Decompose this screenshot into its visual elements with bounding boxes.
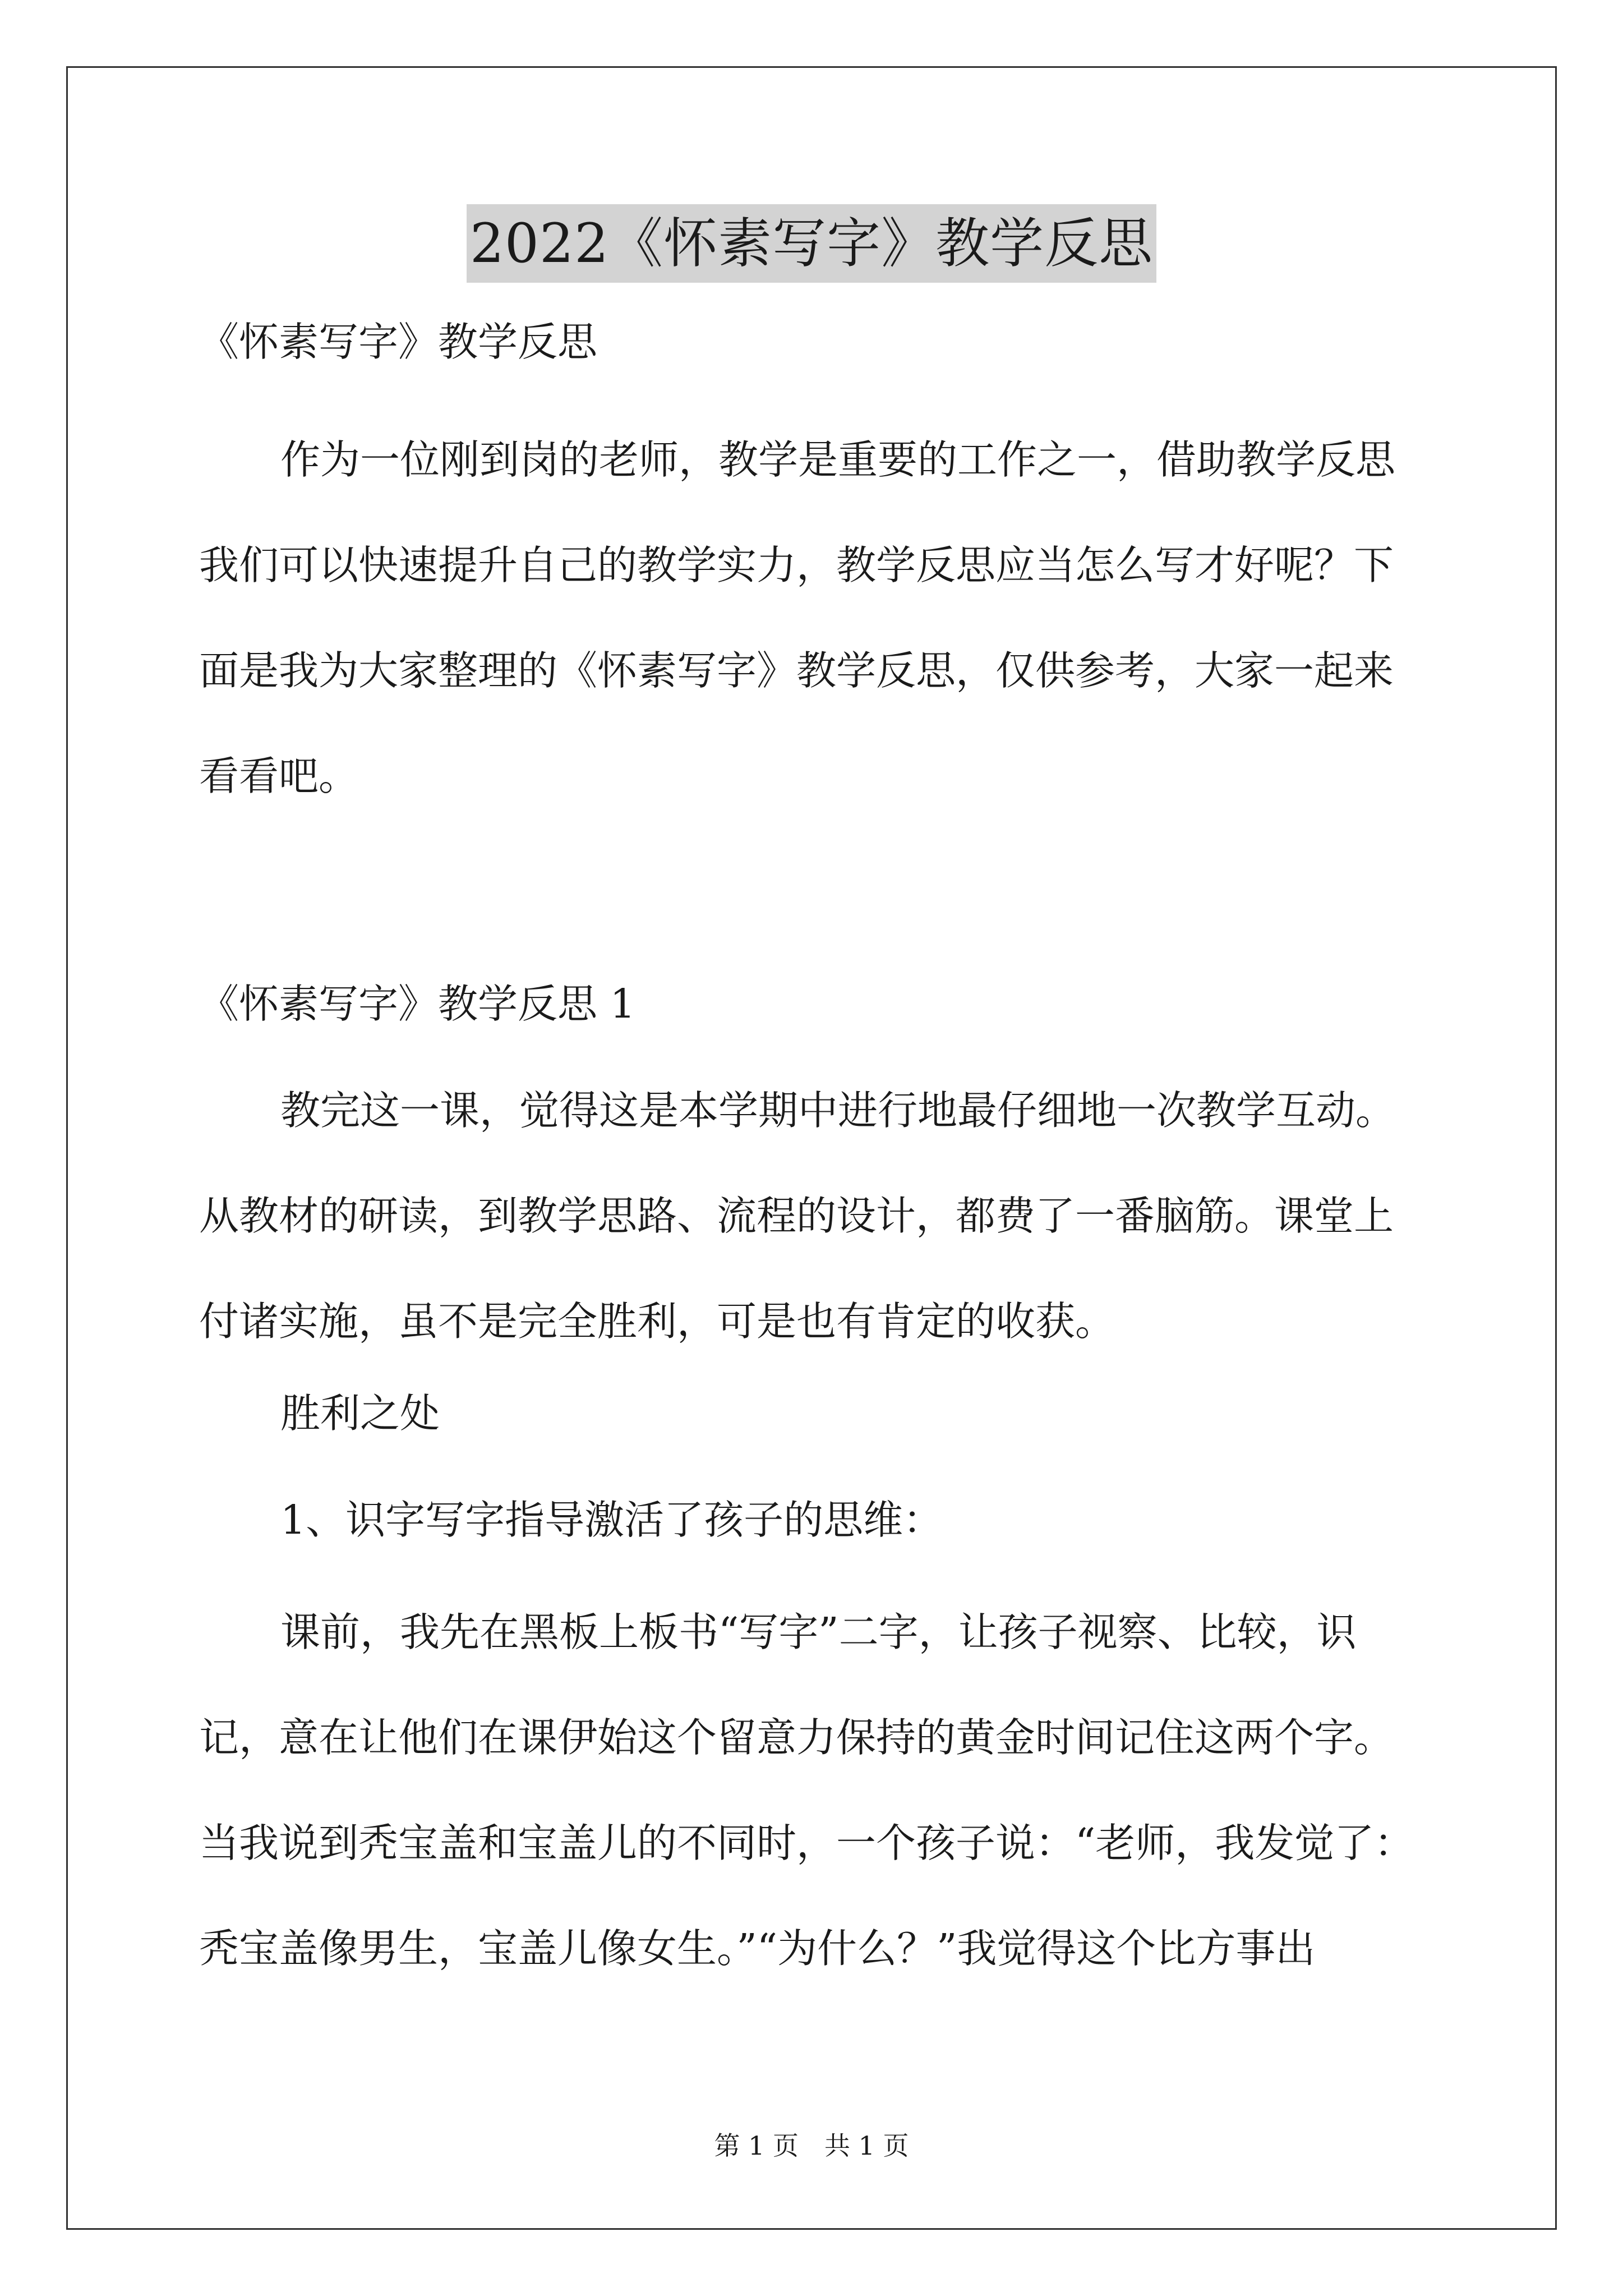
intro-line-1: 作为一位刚到岗的老师，教学是重要的工作之一，借助教学反思	[280, 436, 1396, 483]
point-1	[199, 1492, 1438, 1598]
subheading-1-text: 《怀素写字》教学反思	[199, 319, 598, 365]
para1-line-3: 付诸实施，虽不是完全胜利，可是也有肯定的收获。	[199, 1298, 1115, 1345]
subheading-2	[199, 976, 1438, 1082]
subheading-2-text: 《怀素写字》教学反思 1	[199, 981, 635, 1027]
para2-line-4: 秃宝盖像男生，宝盖儿像女生。”“为什么？”我觉得这个比方事出	[199, 1925, 1316, 1972]
page-footer: 第 1 页 共 1 页	[714, 2131, 909, 2161]
section-heading-text: 胜利之处	[280, 1390, 440, 1437]
intro-paragraph	[199, 432, 1438, 854]
intro-line-4: 看看吧。	[199, 753, 359, 799]
para1-line-1: 教完这一课，觉得这是本学期中进行地最仔细地一次教学互动。	[280, 1087, 1396, 1134]
intro-line-2: 我们可以快速提升自己的教学实力，教学反思应当怎么写才好呢？下	[199, 542, 1394, 588]
section-heading	[199, 1386, 1438, 1491]
para2-line-1: 课前，我先在黑板上板书“写字”二字，让孩子视察、比较，识	[280, 1609, 1357, 1655]
intro-line-3: 面是我为大家整理的《怀素写字》教学反思，仅供参考，大家一起来	[199, 647, 1394, 694]
para1-line-2: 从教材的研读，到教学思路、流程的设计，都费了一番脑筋。课堂上	[199, 1193, 1394, 1239]
para2-line-3: 当我说到秃宝盖和宝盖儿的不同时，一个孩子说：“老师，我发觉了：	[199, 1820, 1414, 1866]
document-title: 2022《怀素写字》教学反思	[467, 204, 1156, 283]
paragraph-1	[199, 1083, 1438, 1399]
point-1-text: 1、识字写字指导激活了孩子的思维：	[280, 1497, 943, 1543]
para2-line-2: 记，意在让他们在课伊始这个留意力保持的黄金时间记住这两个字。	[199, 1714, 1394, 1761]
paragraph-2	[199, 1604, 1438, 2026]
subheading-1	[199, 314, 1438, 420]
title-container	[0, 204, 1623, 283]
